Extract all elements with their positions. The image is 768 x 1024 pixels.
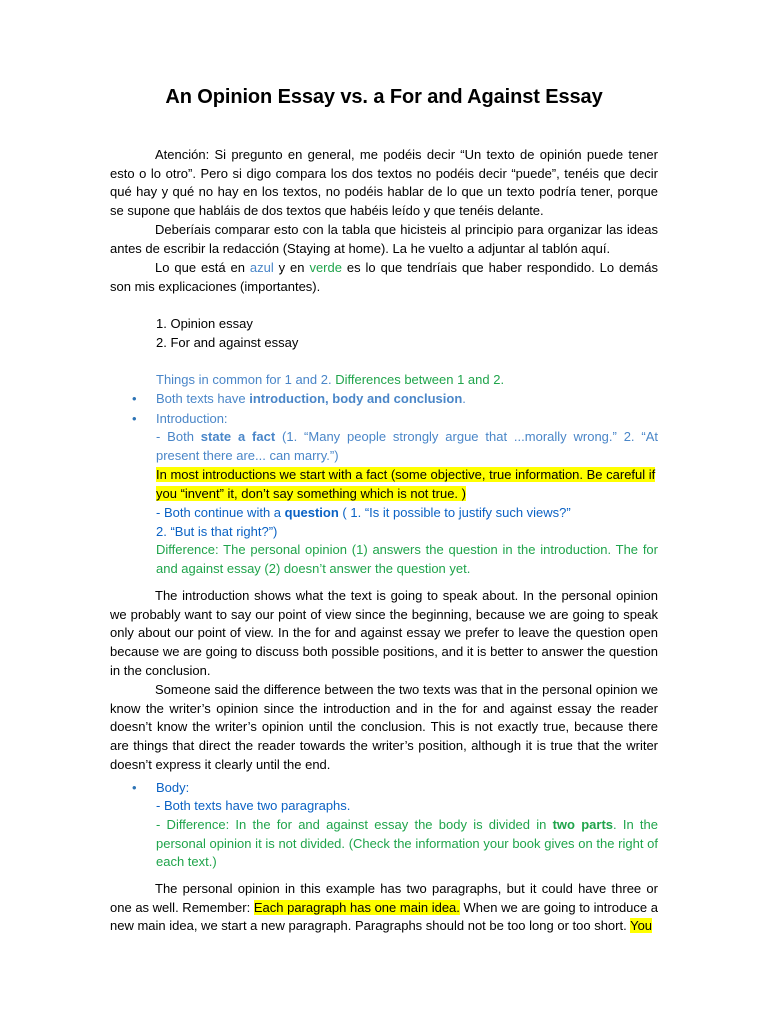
bullet-dot: • xyxy=(132,391,137,406)
introduction-fact: - Both state a fact (1. “Many people strongly argue that ...morally wrong.” 2. “At present there are... can marry.”) xyxy=(156,429,659,463)
bullet-dot: • xyxy=(132,411,137,426)
azul-word: azul xyxy=(249,260,274,275)
body-difference: - Difference: In the for and against essay the body is divided in two parts. In the personal opinion it is not divided. (Check the information your book gives on the right of each text.) xyxy=(156,817,658,870)
intro-paragraph-1: Atención: Si pregunto en general, me podéis decir “Un texto de opinión puede tener esto o lo otro”. Pero si digo compara los dos textos no podéis decir “puede”, tenéis que decir qué hay y qué no hay en los textos, no podéis hablar de lo que un texto podría tener, porque se supone que habláis de dos textos que habéis leído y que tenéis delante. xyxy=(110,147,658,219)
comparison-heading xyxy=(156,371,658,390)
introduction-highlight-note: In most introductions we start with a fact (some objective, true information. Be careful if you “invent” it, don’t say something which is not true. ) xyxy=(156,467,656,501)
highlight-you: You xyxy=(630,918,653,934)
page-title: An Opinion Essay vs. a For and Against Essay xyxy=(165,86,603,108)
introduction-question: - Both continue with a question ( 1. “Is it possible to justify such views?” 2. “But is that right?”) xyxy=(156,505,571,539)
highlight-main-idea: Each paragraph has one main idea. xyxy=(253,899,460,915)
intro-paragraph-2: Deberíais comparar esto con la tabla que hicisteis al principio para organizar las ideas antes de escribir la redacción (Staying at home). La he vuelto a adjuntar al tablón aquí. xyxy=(110,222,658,256)
intro-paragraph-3: Lo que está en azul y en verde es lo que tendríais que haber respondido. Lo demás son mis explicaciones (importantes). xyxy=(110,260,658,294)
body-both-paragraphs: - Both texts have two paragraphs. xyxy=(156,798,351,813)
bullet-dot: • xyxy=(132,780,137,795)
common-heading: Things in common for 1 and 2. xyxy=(156,372,332,387)
paragraph-someone-said: Someone said the difference between the two texts was that in the personal opinion we know the writer’s opinion since the introduction and in the for and against essay the reader doesn’t know the writer’s opinion until the conclusion. This is not exactly true, because there are things that direct the reader towards the writer’s position, although it is true that the writer doesn’t express it clearly until the end. xyxy=(110,682,658,772)
introduction-difference: Difference: The personal opinion (1) answers the question in the introduction. The for and against essay (2) doesn’t answer the question yet. xyxy=(156,542,658,576)
bullet-introduction-label: Introduction: xyxy=(156,411,228,426)
bullet-both-texts: Both texts have introduction, body and conclusion. xyxy=(156,391,466,406)
paragraph-body-explanation: The personal opinion in this example has two paragraphs, but it could have three or one as well. Remember: Each paragraph has one main idea. When we are going to introduce a new main idea, we start a new paragraph. Paragraphs should not be too long or too short. You xyxy=(110,881,658,934)
list-item-for-against: 2. For and against essay xyxy=(156,335,299,350)
list-item-opinion: 1. Opinion essay xyxy=(156,316,253,331)
diff-heading: Differences between 1 and 2. xyxy=(331,372,505,387)
verde-word: verde xyxy=(309,260,342,275)
paragraph-introduction-explanation: The introduction shows what the text is going to speak about. In the personal opinion we probably want to say our point of view since the beginning, because we are going to speak only about our point of view. In the for and against essay we prefer to leave the question open because we are going to discuss both possible positions, and it is better to answer the question in the conclusion. xyxy=(110,588,658,678)
bullet-body-label: Body: xyxy=(156,780,190,795)
